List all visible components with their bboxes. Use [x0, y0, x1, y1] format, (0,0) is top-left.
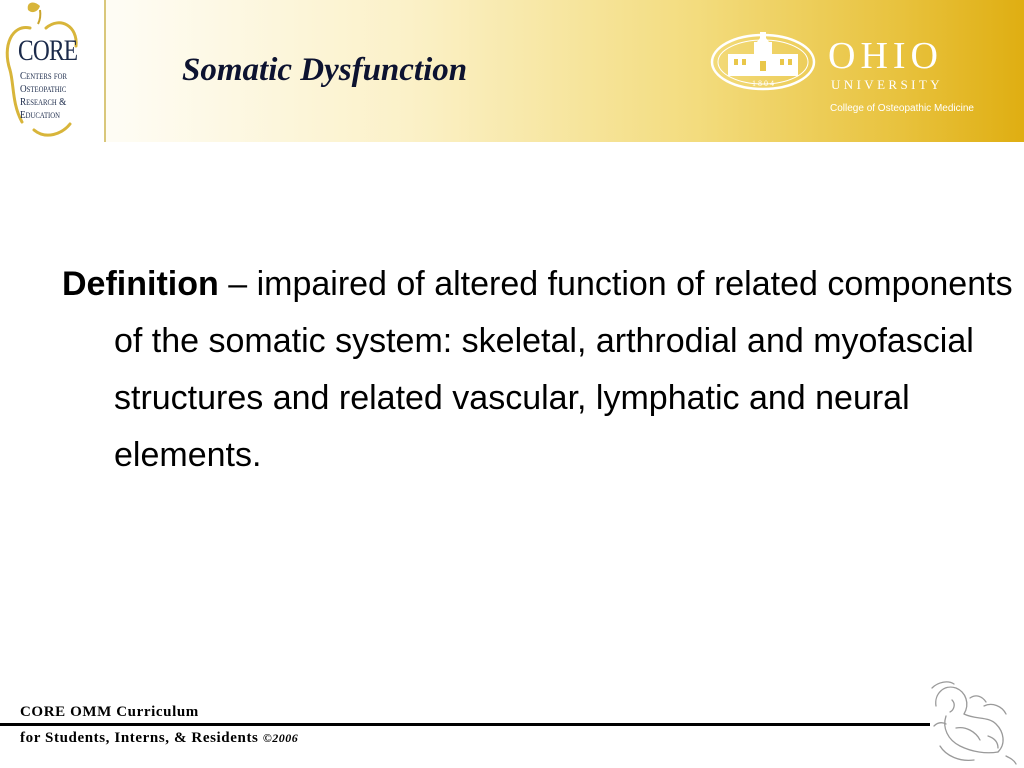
seal-year: 1 8 0 4 — [752, 79, 774, 88]
core-line-3: Research & — [20, 96, 67, 108]
footer-course-label: CORE OMM Curriculum — [20, 704, 199, 720]
definition-paragraph — [62, 256, 1014, 484]
definition-text: – impaired of altered function of related components of the somatic system: skeletal, arthrodial and myofascial structures and related vascular, lymphatic and neural elements. — [114, 265, 1013, 474]
ohio-seal-icon — [710, 28, 816, 92]
core-line-4: Education — [20, 109, 60, 121]
ohio-college-label: College of Osteopathic Medicine — [830, 103, 974, 114]
header-divider — [104, 0, 106, 142]
definition-term: Definition — [62, 265, 219, 303]
anatomical-sketch-icon — [926, 676, 1020, 766]
footer-copyright: ©2006 — [262, 731, 299, 745]
core-line-1: Centers for — [20, 70, 67, 82]
footer-audience-text: for Students, Interns, & Residents — [20, 730, 263, 746]
core-line-2: Osteopathic — [20, 83, 67, 95]
footer-rule — [0, 723, 930, 726]
core-mark-text: CORE — [18, 34, 78, 67]
footer-audience-label — [20, 729, 298, 747]
core-logo — [0, 0, 104, 142]
slide-header — [0, 0, 1024, 142]
ohio-name: OHIO — [828, 35, 943, 77]
slide-title: Somatic Dysfunction — [182, 52, 468, 88]
ohio-university-label: UNIVERSITY — [831, 77, 943, 92]
